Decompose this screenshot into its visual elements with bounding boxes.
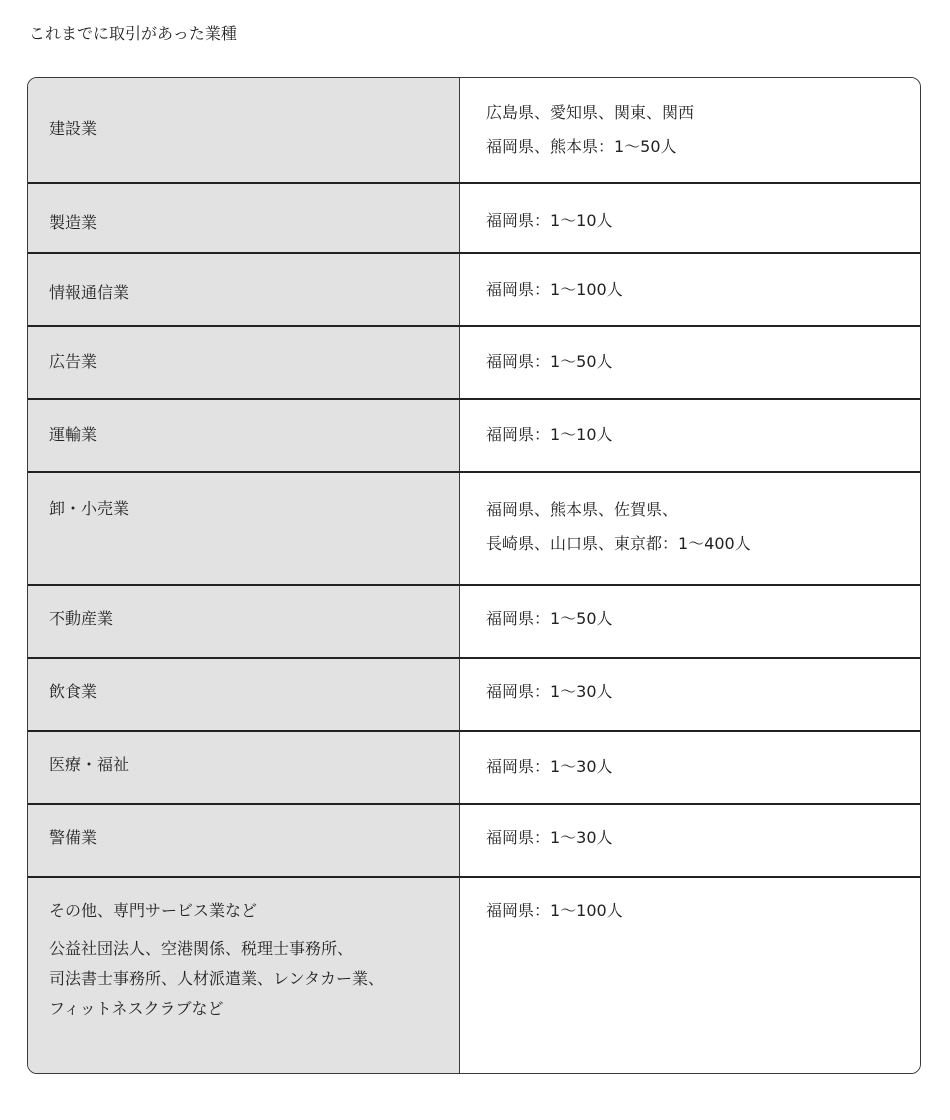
note-line: フィットネスクラブなど xyxy=(49,999,224,1018)
industry-label: 卸・小売業 xyxy=(49,499,130,518)
table-row xyxy=(28,473,920,586)
region-line: 福岡県：1～50人 xyxy=(486,352,613,371)
region-line: 福岡県：1～100人 xyxy=(486,901,623,920)
industry-cell xyxy=(28,805,460,876)
industry-cell xyxy=(28,327,460,398)
region-cell xyxy=(460,254,920,325)
industry-label: 広告業 xyxy=(49,352,98,371)
region-line: 福岡県：1～30人 xyxy=(486,828,613,847)
note-line: 公益社団法人、空港関係、税理士事務所、 xyxy=(49,939,354,958)
region-cell xyxy=(460,878,920,1074)
region-line: 福岡県：1～30人 xyxy=(486,682,613,701)
industry-cell xyxy=(28,878,460,1074)
region-line: 福岡県、熊本県、佐賀県、 xyxy=(486,500,679,519)
industry-cell xyxy=(28,400,460,471)
industry-label: 不動産業 xyxy=(49,609,114,628)
region-cell xyxy=(460,184,920,252)
table-row xyxy=(28,327,920,400)
region-line: 福岡県：1～50人 xyxy=(486,609,613,628)
region-line: 福岡県：1～10人 xyxy=(486,211,613,230)
region-cell xyxy=(460,78,920,182)
region-cell xyxy=(460,586,920,657)
region-cell xyxy=(460,400,920,471)
industry-label: 建設業 xyxy=(49,119,98,138)
region-cell xyxy=(460,327,920,398)
industry-cell xyxy=(28,732,460,803)
industry-cell xyxy=(28,254,460,325)
region-cell xyxy=(460,805,920,876)
region-line: 福岡県：1～30人 xyxy=(486,757,613,776)
industry-cell xyxy=(28,78,460,182)
industry-cell xyxy=(28,586,460,657)
industry-label: 飲食業 xyxy=(49,682,98,701)
region-line: 福岡県：1～10人 xyxy=(486,425,613,444)
industry-label: 警備業 xyxy=(49,828,98,847)
table-row xyxy=(28,805,920,878)
industry-label: 製造業 xyxy=(49,213,98,232)
table-row xyxy=(28,400,920,473)
table-row xyxy=(28,659,920,732)
industry-cell xyxy=(28,184,460,252)
region-cell xyxy=(460,732,920,803)
region-line: 広島県、愛知県、関東、関西 xyxy=(486,103,695,122)
region-cell xyxy=(460,659,920,730)
table-row xyxy=(28,586,920,659)
table-row xyxy=(28,78,920,184)
industry-cell xyxy=(28,659,460,730)
industry-cell xyxy=(28,473,460,584)
region-line: 長崎県、山口県、東京都：1～400人 xyxy=(486,534,751,553)
industry-label: 情報通信業 xyxy=(49,283,130,302)
industry-label: 運輸業 xyxy=(49,425,98,444)
region-line: 福岡県、熊本県：1～50人 xyxy=(486,137,677,156)
table-row xyxy=(28,878,920,1074)
industry-label: 医療・福祉 xyxy=(49,755,130,774)
note-line: 司法書士事務所、人材派遣業、レンタカー業、 xyxy=(49,969,384,988)
table-row xyxy=(28,184,920,254)
table-row xyxy=(28,732,920,805)
page-heading: これまでに取引があった業種 xyxy=(29,24,237,43)
industry-table xyxy=(27,77,921,1074)
region-line: 福岡県：1～100人 xyxy=(486,280,623,299)
table-row xyxy=(28,254,920,327)
region-cell xyxy=(460,473,920,584)
industry-notes xyxy=(49,934,459,1024)
industry-label: その他、専門サービス業など xyxy=(49,901,258,920)
